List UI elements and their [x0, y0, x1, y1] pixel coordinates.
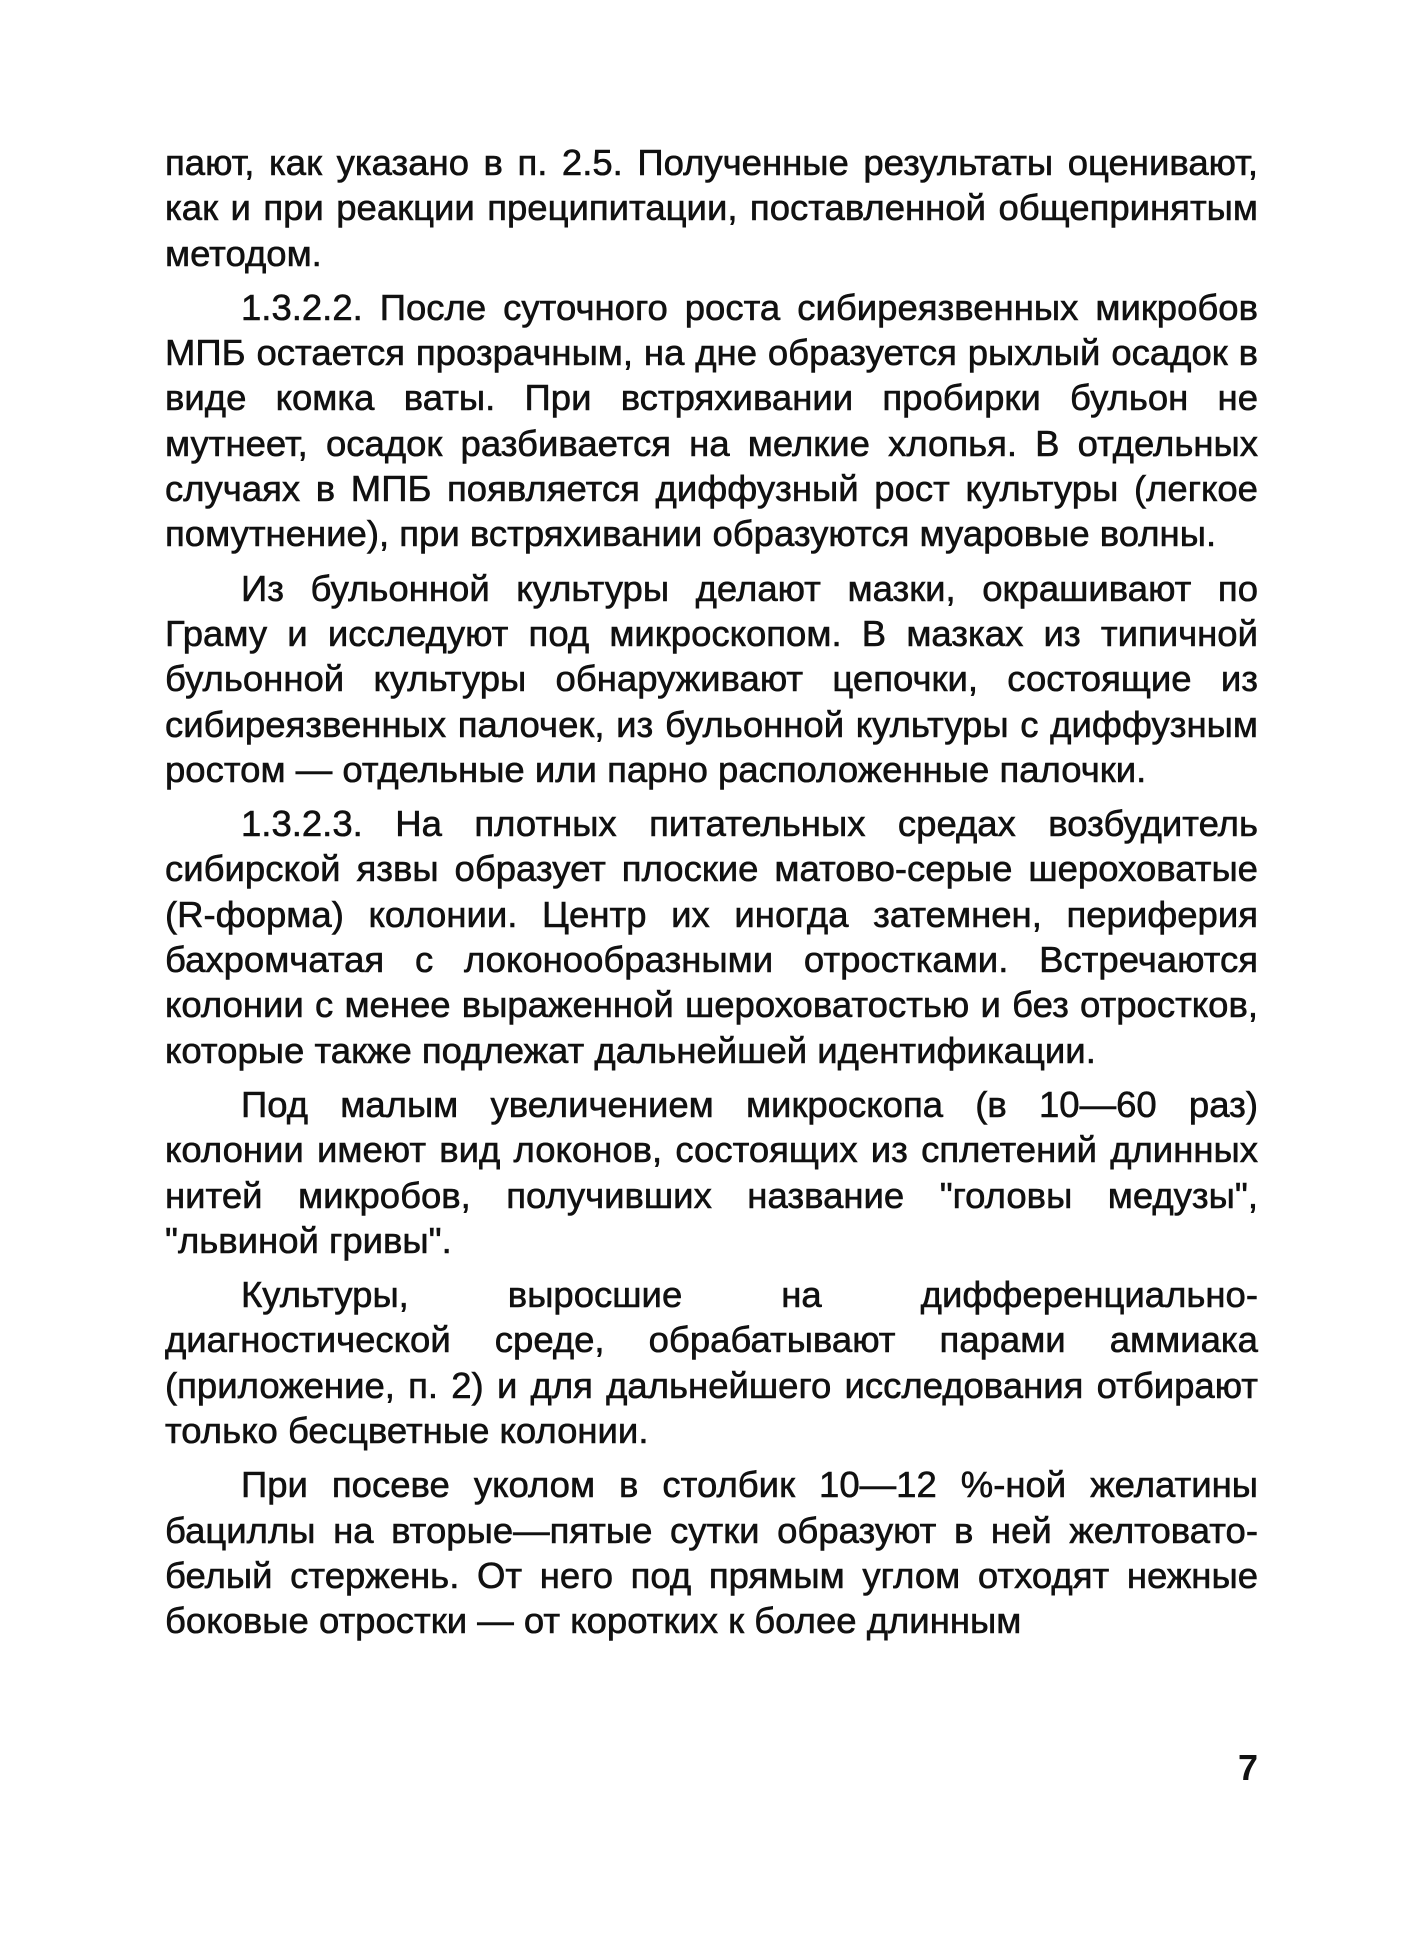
page-number: 7 [1237, 1747, 1258, 1788]
paragraph-microscope-colonies: Под малым увеличением микроскопа (в 10—60 раз) колонии имеют вид локонов, состоящих из сплетений длинных нитей микробов, получивших название "головы медузы", "львиной гривы". [165, 1083, 1258, 1261]
paragraph-ammonia-treatment: Культуры, выросшие на дифференциально-диагностической среде, обрабатывают парами аммиака (приложение, п. 2) и для дальнейшего исследования отбирают только бесцветные колонии. [165, 1274, 1258, 1452]
paragraph-gram-stain: Из бульонной культуры делают мазки, окрашивают по Граму и исследуют под микроскопом. В мазках из типичной бульонной культуры обнаруживают цепочки, состоящие из сибиреязвенных палочек, из бульонной культуры с диффузным ростом — отдельные или парно расположенные палочки. [165, 567, 1258, 790]
paragraph-continuation: пают, как указано в п. 2.5. Полученные результаты оценивают, как и при реакции преципитации, поставленной общепринятым методом. [165, 142, 1258, 274]
paragraph-section-1-3-2-3: 1.3.2.3. На плотных питательных средах возбудитель сибирской язвы образует плоские матово-серые шероховатые (R-форма) колонии. Центр их иногда затемнен, периферия бахромчатая с локонообразными отростками. Встречаются колонии с менее выраженной шероховатостью и без отростков, которые также подлежат дальнейшей идентификации. [165, 803, 1258, 1071]
paragraph-gelatin-stab: При посеве уколом в столбик 10—12 %-ной желатины бациллы на вторые—пятые сутки образуют в ней желтовато-белый стержень. От него под прямым углом отходят нежные боковые отростки — от коротких к более длинным [165, 1464, 1258, 1642]
body-text [165, 140, 1258, 1644]
paragraph-section-1-3-2-2: 1.3.2.2. После суточного роста сибиреязвенных микробов МПБ остается прозрачным, на дне образуется рыхлый осадок в виде комка ваты. При встряхивании пробирки бульон не мутнеет, осадок разбивается на мелкие хлопья. В отдельных случаях в МПБ появляется диффузный рост культуры (легкое помутнение), при встряхивании образуются муаровые волны. [165, 286, 1258, 555]
